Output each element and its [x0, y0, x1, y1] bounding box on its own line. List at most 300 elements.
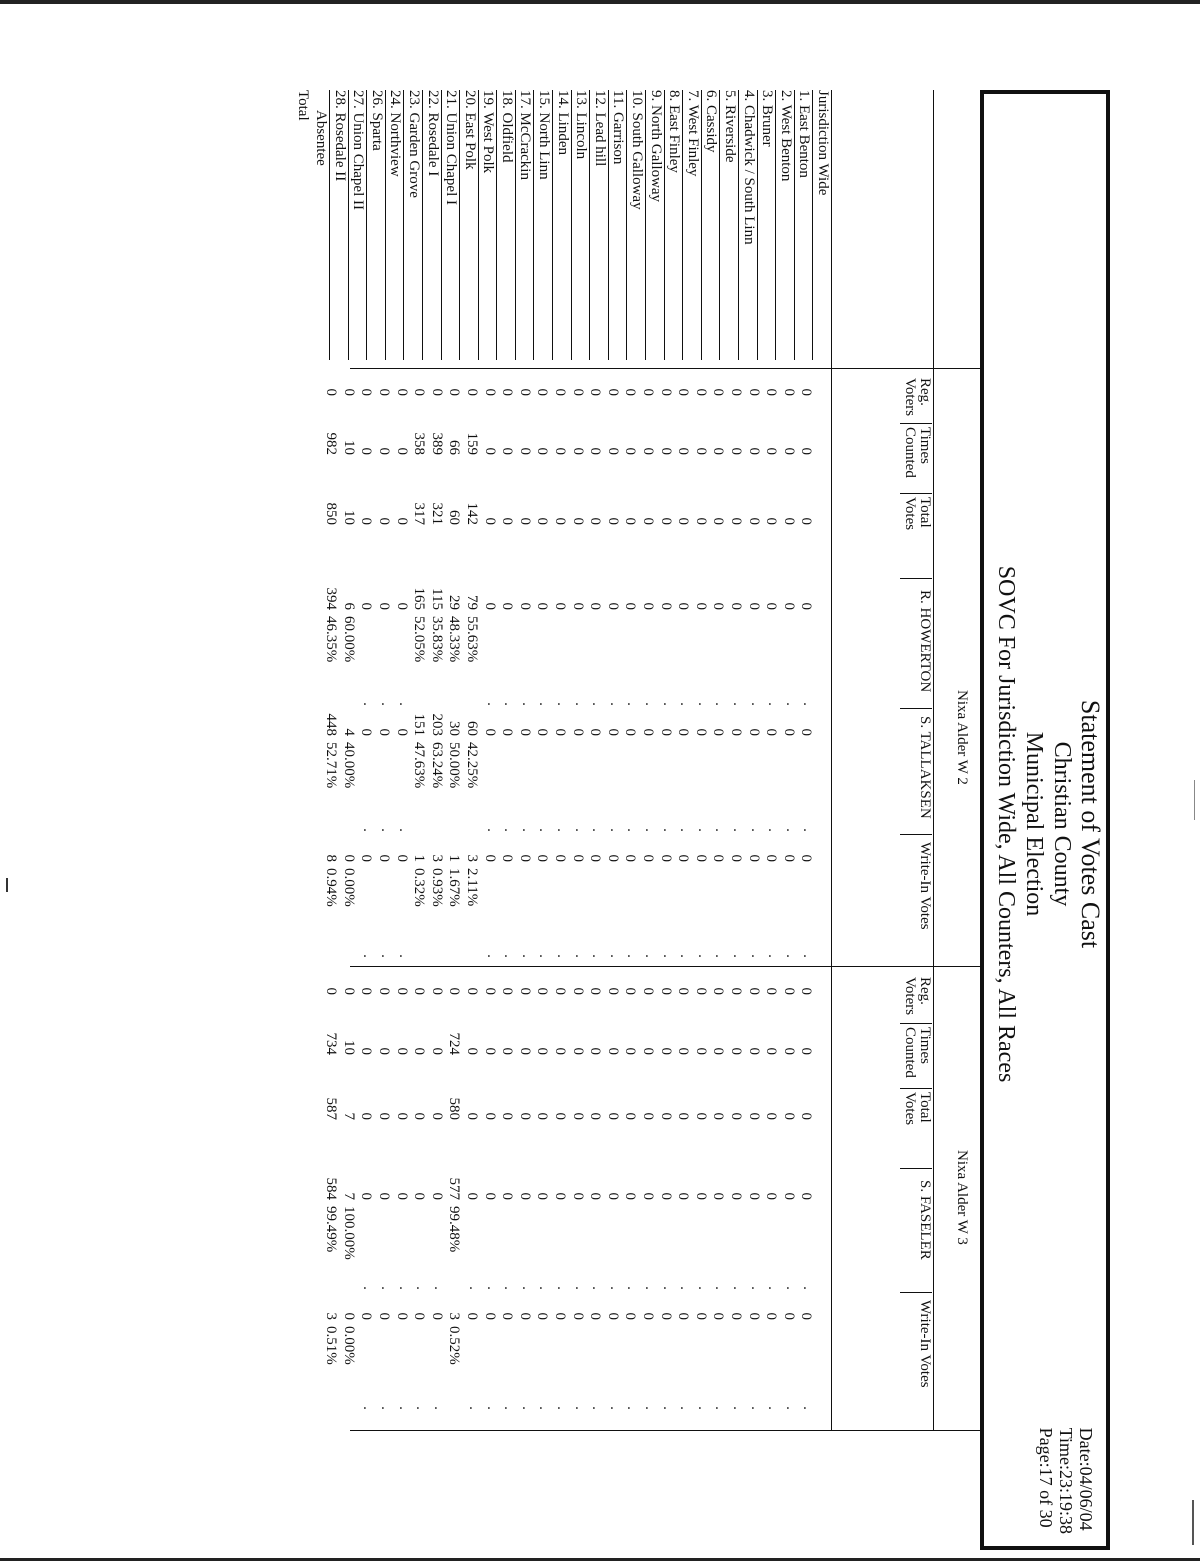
- total-votes-header: Total Votes: [902, 497, 933, 531]
- candidate-votes: 0: [640, 728, 656, 736]
- percent-placeholder-dot: .: [413, 1286, 430, 1290]
- percent-placeholder-dot: .: [694, 1406, 711, 1410]
- percent-placeholder-dot: .: [589, 954, 606, 958]
- percent-placeholder-dot: .: [800, 828, 817, 832]
- county-name: Christian County: [1049, 741, 1075, 907]
- candidate-votes: 0: [798, 1192, 815, 1200]
- candidate-votes: 29: [446, 595, 463, 610]
- reg-voters-value: 0: [358, 987, 375, 995]
- candidate-votes: 0: [499, 1192, 516, 1200]
- column-separator: [900, 708, 932, 709]
- percent-placeholder-dot: .: [782, 828, 799, 832]
- percent-placeholder-dot: .: [747, 954, 764, 958]
- reg-voters-value: 0: [340, 987, 357, 995]
- times-counted-value: 0: [569, 1047, 586, 1055]
- jurisdiction-name: Absentee: [312, 110, 329, 166]
- jurisdiction-name: 17. McCrackin: [515, 90, 534, 360]
- jurisdiction-name: 1. East Benton: [794, 90, 813, 360]
- candidate-votes: 0: [710, 1312, 727, 1320]
- total-votes-value: 0: [587, 517, 604, 525]
- candidate-votes: 0: [745, 1312, 762, 1320]
- reg-voters-value: 0: [622, 388, 639, 396]
- column-separator: [900, 423, 932, 424]
- percent-placeholder-dot: .: [466, 1286, 482, 1290]
- percent-placeholder-dot: .: [765, 828, 782, 832]
- jurisdiction-name: 22. Rosedale I: [422, 90, 441, 360]
- candidate-votes: 0: [340, 854, 357, 862]
- candidate-percent: 0.00%: [340, 1326, 357, 1365]
- percent-placeholder-dot: .: [536, 828, 553, 832]
- report-meta: [1036, 1428, 1096, 1534]
- report-time: Time:23:19:38: [1056, 1427, 1076, 1534]
- candidate-votes: 0: [534, 1192, 551, 1200]
- reg-voters-value: 0: [464, 388, 480, 396]
- candidate-votes: 0: [481, 602, 498, 610]
- candidate-percent: 0.32%: [411, 868, 428, 907]
- percent-placeholder-dot: .: [483, 954, 500, 958]
- candidate-percent: 42.25%: [464, 742, 480, 789]
- percent-placeholder-dot: .: [554, 828, 570, 832]
- candidate-votes: 0: [376, 1312, 392, 1320]
- reg-voters-value: 0: [798, 388, 815, 396]
- times-counted-value: 0: [622, 447, 639, 455]
- percent-placeholder-dot: .: [800, 702, 817, 706]
- candidate-votes: 0: [569, 1192, 586, 1200]
- candidate-votes: 0: [763, 1312, 780, 1320]
- candidate-votes: 0: [552, 1192, 568, 1200]
- candidate-votes: 0: [780, 1192, 797, 1200]
- times-counted-value: 358: [411, 432, 428, 455]
- percent-placeholder-dot: .: [536, 1406, 553, 1410]
- percent-placeholder-dot: .: [518, 1286, 535, 1290]
- candidate-votes: 0: [393, 602, 410, 610]
- candidate-votes: 0: [534, 1312, 551, 1320]
- percent-placeholder-dot: .: [782, 702, 799, 706]
- percent-placeholder-dot: .: [501, 828, 518, 832]
- candidate-header: S. TALLAKSEN: [917, 716, 933, 819]
- times-counted-value: 0: [692, 447, 709, 455]
- candidate-votes: 0: [534, 728, 551, 736]
- candidate-votes: 577: [446, 1177, 463, 1200]
- times-counted-value: 0: [376, 447, 392, 455]
- total-votes-value: 0: [358, 1112, 375, 1120]
- candidate-votes: 0: [798, 602, 815, 610]
- total-votes-value: 0: [534, 1112, 551, 1120]
- percent-placeholder-dot: .: [395, 828, 412, 832]
- candidate-votes: 0: [499, 728, 516, 736]
- candidate-votes: 0: [552, 728, 568, 736]
- percent-placeholder-dot: .: [800, 1286, 817, 1290]
- percent-placeholder-dot: .: [501, 1406, 518, 1410]
- candidate-votes: 0: [428, 1192, 445, 1200]
- candidate-votes: 0: [657, 1192, 674, 1200]
- times-counted-value: 0: [657, 447, 674, 455]
- reg-voters-value: 0: [376, 987, 392, 995]
- candidate-votes: 0: [481, 728, 498, 736]
- report-header-box: [980, 90, 1110, 1550]
- percent-placeholder-dot: .: [782, 1406, 799, 1410]
- candidate-votes: 0: [464, 1192, 480, 1200]
- percent-placeholder-dot: .: [378, 1406, 394, 1410]
- candidate-votes: 0: [675, 602, 692, 610]
- jurisdiction-name: 2. West Benton: [775, 90, 794, 360]
- candidate-votes: 0: [692, 728, 709, 736]
- reg-voters-value: 0: [587, 388, 604, 396]
- percent-placeholder-dot: .: [518, 828, 535, 832]
- candidate-votes: 0: [675, 1312, 692, 1320]
- times-counted-value: 0: [622, 1047, 639, 1055]
- percent-placeholder-dot: .: [606, 702, 623, 706]
- table-rule: [831, 90, 832, 1430]
- candidate-votes: 0: [569, 1312, 586, 1320]
- reg-voters-value: 0: [728, 987, 744, 995]
- total-votes-value: 0: [499, 517, 516, 525]
- candidate-votes: 0: [604, 854, 621, 862]
- percent-placeholder-dot: .: [747, 1406, 764, 1410]
- candidate-votes: 0: [393, 1192, 410, 1200]
- total-votes-value: 0: [622, 1112, 639, 1120]
- candidate-header: R. HOWERTON: [917, 590, 933, 693]
- candidate-votes: 0: [358, 728, 375, 736]
- percent-placeholder-dot: .: [483, 702, 500, 706]
- total-votes-value: 0: [481, 517, 498, 525]
- race-title: Nixa Alder W 3: [954, 1150, 970, 1245]
- percent-placeholder-dot: .: [642, 1406, 658, 1410]
- percent-placeholder-dot: .: [712, 1406, 729, 1410]
- reg-voters-value: 0: [534, 388, 551, 396]
- reg-voters-value: 0: [763, 987, 780, 995]
- percent-placeholder-dot: .: [747, 828, 764, 832]
- candidate-votes: 0: [780, 602, 797, 610]
- percent-placeholder-dot: .: [712, 702, 729, 706]
- total-votes-value: 0: [569, 517, 586, 525]
- total-votes-value: 0: [552, 1112, 568, 1120]
- percent-placeholder-dot: .: [589, 1286, 606, 1290]
- times-counted-value: 0: [569, 447, 586, 455]
- percent-placeholder-dot: .: [659, 954, 676, 958]
- candidate-votes: 0: [604, 1312, 621, 1320]
- jurisdiction-name: 5. Riverside: [719, 90, 738, 360]
- times-counted-value: 0: [745, 447, 762, 455]
- candidate-votes: 0: [657, 854, 674, 862]
- candidate-percent: 99.48%: [446, 1206, 463, 1253]
- percent-placeholder-dot: .: [765, 1406, 782, 1410]
- candidate-votes: 203: [428, 713, 445, 736]
- times-counted-value: 0: [587, 447, 604, 455]
- percent-placeholder-dot: .: [483, 1406, 500, 1410]
- candidate-votes: 0: [376, 602, 392, 610]
- times-counted-value: 0: [710, 447, 727, 455]
- candidate-votes: 0: [587, 602, 604, 610]
- reg-voters-value: 0: [604, 388, 621, 396]
- jurisdiction-name: 4. Chadwick / South Linn: [738, 90, 757, 360]
- percent-placeholder-dot: .: [536, 702, 553, 706]
- candidate-votes: 0: [622, 854, 639, 862]
- times-counted-value: 0: [516, 447, 533, 455]
- reg-voters-value: 0: [393, 987, 410, 995]
- percent-placeholder-dot: .: [536, 954, 553, 958]
- total-votes-header: Total Votes: [902, 1092, 933, 1126]
- candidate-votes: 0: [358, 1312, 375, 1320]
- total-votes-value: 0: [798, 517, 815, 525]
- candidate-votes: 0: [552, 1312, 568, 1320]
- reg-voters-value: 0: [393, 388, 410, 396]
- candidate-votes: 0: [587, 1312, 604, 1320]
- reg-voters-header: Reg. Voters: [902, 378, 933, 417]
- percent-placeholder-dot: .: [730, 828, 746, 832]
- candidate-percent: 35.83%: [428, 616, 445, 663]
- candidate-votes: 0: [393, 854, 410, 862]
- times-counted-value: 0: [481, 447, 498, 455]
- reg-voters-value: 0: [745, 388, 762, 396]
- times-counted-value: 0: [411, 1047, 428, 1055]
- reg-voters-value: 0: [569, 987, 586, 995]
- candidate-percent: 1.67%: [446, 868, 463, 907]
- candidate-votes: 0: [552, 854, 568, 862]
- jurisdiction-name: 3. Bruner: [757, 90, 776, 360]
- jurisdiction-name: 9. North Galloway: [645, 90, 664, 360]
- times-counted-value: 0: [552, 447, 568, 455]
- report-subtitle: SOVC For Jurisdiction Wide, All Counters, All Races: [993, 565, 1019, 1083]
- candidate-percent: 52.71%: [323, 742, 340, 789]
- candidate-votes: 584: [323, 1177, 340, 1200]
- candidate-votes: 3: [428, 854, 445, 862]
- percent-placeholder-dot: .: [606, 954, 623, 958]
- reg-voters-value: 0: [516, 987, 533, 995]
- candidate-votes: 0: [675, 1192, 692, 1200]
- times-counted-value: 0: [587, 1047, 604, 1055]
- percent-placeholder-dot: .: [606, 828, 623, 832]
- percent-placeholder-dot: .: [589, 828, 606, 832]
- jurisdiction-list: [294, 90, 832, 360]
- percent-placeholder-dot: .: [395, 1406, 412, 1410]
- candidate-percent: 40.00%: [340, 742, 357, 789]
- candidate-votes: 0: [745, 728, 762, 736]
- reg-voters-value: 0: [763, 388, 780, 396]
- times-counted-value: 0: [499, 447, 516, 455]
- candidate-votes: 0: [640, 854, 656, 862]
- candidate-votes: 0: [763, 728, 780, 736]
- percent-placeholder-dot: .: [765, 702, 782, 706]
- times-counted-value: 10: [340, 440, 357, 455]
- percent-placeholder-dot: .: [554, 954, 570, 958]
- candidate-votes: 7: [340, 1192, 357, 1200]
- times-counted-value: 10: [340, 1040, 357, 1055]
- times-counted-value: 0: [481, 1047, 498, 1055]
- total-votes-value: 580: [446, 1097, 463, 1120]
- candidate-votes: 0: [376, 728, 392, 736]
- percent-placeholder-dot: .: [413, 1406, 430, 1410]
- report-date: Date:04/06/04: [1076, 1427, 1096, 1531]
- percent-placeholder-dot: .: [501, 702, 518, 706]
- reg-voters-value: 0: [622, 987, 639, 995]
- percent-placeholder-dot: .: [659, 702, 676, 706]
- election-name: Municipal Election: [1021, 731, 1047, 917]
- candidate-percent: 63.24%: [428, 742, 445, 789]
- total-votes-value: 0: [710, 1112, 727, 1120]
- candidate-votes: 151: [411, 713, 428, 736]
- candidate-percent: 52.05%: [411, 616, 428, 663]
- table-end-line: [350, 1430, 980, 1431]
- reg-voters-value: 0: [376, 388, 392, 396]
- candidate-votes: 0: [604, 1192, 621, 1200]
- reg-voters-value: 0: [552, 388, 568, 396]
- candidate-votes: 0: [534, 854, 551, 862]
- candidate-votes: 0: [358, 602, 375, 610]
- total-votes-value: 0: [692, 517, 709, 525]
- candidate-votes: 115: [428, 588, 445, 610]
- candidate-votes: 0: [780, 854, 797, 862]
- percent-placeholder-dot: .: [747, 1286, 764, 1290]
- percent-placeholder-dot: .: [466, 1406, 482, 1410]
- jurisdiction-name: 13. Lincoln: [571, 90, 590, 360]
- percent-placeholder-dot: .: [694, 828, 711, 832]
- report-page-number: Page:17 of 30: [1036, 1427, 1056, 1528]
- candidate-votes: 0: [569, 854, 586, 862]
- reg-voters-value: 0: [323, 388, 340, 396]
- scan-edge-top: [0, 0, 1200, 4]
- reg-voters-value: 0: [657, 388, 674, 396]
- candidate-votes: 0: [393, 728, 410, 736]
- total-votes-value: 0: [745, 517, 762, 525]
- candidate-votes: 0: [587, 1192, 604, 1200]
- total-votes-value: 0: [376, 1112, 392, 1120]
- reg-voters-value: 0: [657, 987, 674, 995]
- times-counted-value: 0: [499, 1047, 516, 1055]
- percent-placeholder-dot: .: [677, 1406, 694, 1410]
- jurisdiction-name: 24. Northview: [385, 90, 404, 360]
- candidate-votes: 3: [323, 1312, 340, 1320]
- percent-placeholder-dot: .: [395, 702, 412, 706]
- reg-voters-value: 0: [604, 987, 621, 995]
- candidate-votes: 0: [710, 602, 727, 610]
- total-votes-value: 0: [411, 1112, 428, 1120]
- times-counted-value: 0: [534, 1047, 551, 1055]
- percent-placeholder-dot: .: [642, 828, 658, 832]
- total-votes-value: 0: [675, 517, 692, 525]
- jurisdiction-name: 10. South Galloway: [626, 90, 645, 360]
- percent-placeholder-dot: .: [677, 702, 694, 706]
- candidate-percent: 0.52%: [446, 1326, 463, 1365]
- reg-voters-value: 0: [569, 388, 586, 396]
- percent-placeholder-dot: .: [360, 1406, 377, 1410]
- times-counted-value: 982: [323, 432, 340, 455]
- candidate-votes: 79: [464, 595, 480, 610]
- times-counted-value: 0: [780, 447, 797, 455]
- total-votes-value: 0: [763, 517, 780, 525]
- reg-voters-value: 0: [428, 987, 445, 995]
- percent-placeholder-dot: .: [378, 1286, 394, 1290]
- percent-placeholder-dot: .: [378, 828, 394, 832]
- candidate-percent: 0.94%: [323, 868, 340, 907]
- total-votes-value: 0: [604, 1112, 621, 1120]
- jurisdiction-name: 6. Cassidy: [701, 90, 720, 360]
- candidate-votes: 0: [604, 602, 621, 610]
- percent-placeholder-dot: .: [360, 702, 377, 706]
- column-separator: [900, 493, 932, 494]
- total-votes-value: 0: [481, 1112, 498, 1120]
- candidate-votes: 1: [411, 854, 428, 862]
- times-counted-value: 724: [446, 1032, 463, 1055]
- candidate-votes: 0: [622, 1312, 639, 1320]
- times-counted-value: 0: [464, 1047, 480, 1055]
- candidate-percent: 60.00%: [340, 616, 357, 663]
- candidate-votes: 0: [428, 1312, 445, 1320]
- total-votes-value: 0: [763, 1112, 780, 1120]
- percent-placeholder-dot: .: [624, 1286, 641, 1290]
- percent-placeholder-dot: .: [659, 828, 676, 832]
- percent-placeholder-dot: .: [554, 1406, 570, 1410]
- total-votes-value: 0: [534, 517, 551, 525]
- percent-placeholder-dot: .: [360, 828, 377, 832]
- candidate-votes: 0: [622, 728, 639, 736]
- candidate-votes: 0: [376, 854, 392, 862]
- percent-placeholder-dot: .: [624, 1406, 641, 1410]
- candidate-votes: 0: [499, 1312, 516, 1320]
- percent-placeholder-dot: .: [378, 954, 394, 958]
- scan-artifact: [1192, 1500, 1194, 1545]
- times-counted-value: 0: [728, 1047, 744, 1055]
- candidate-votes: 448: [323, 713, 340, 736]
- percent-placeholder-dot: .: [571, 1286, 588, 1290]
- times-counted-value: 0: [745, 1047, 762, 1055]
- percent-placeholder-dot: .: [712, 954, 729, 958]
- reg-voters-value: 0: [481, 987, 498, 995]
- percent-placeholder-dot: .: [395, 1286, 412, 1290]
- percent-placeholder-dot: .: [501, 954, 518, 958]
- candidate-votes: 30: [446, 721, 463, 736]
- jurisdiction-name: 15. North Linn: [534, 90, 553, 360]
- total-votes-value: 0: [552, 517, 568, 525]
- times-counted-value: 0: [692, 1047, 709, 1055]
- total-votes-value: 0: [728, 1112, 744, 1120]
- candidate-votes: 0: [411, 1312, 428, 1320]
- candidate-votes: 0: [763, 602, 780, 610]
- reg-voters-value: 0: [675, 987, 692, 995]
- candidate-votes: 0: [569, 728, 586, 736]
- percent-placeholder-dot: .: [642, 954, 658, 958]
- total-votes-value: 0: [393, 517, 410, 525]
- reg-voters-value: 0: [446, 987, 463, 995]
- jurisdiction-name: 8. East Finley: [664, 90, 683, 360]
- jurisdiction-name: 27. Union Chapel II: [348, 90, 367, 360]
- candidate-votes: 0: [499, 602, 516, 610]
- reg-voters-value: 0: [516, 388, 533, 396]
- total-votes-value: 0: [587, 1112, 604, 1120]
- reg-voters-value: 0: [411, 987, 428, 995]
- times-counted-value: 0: [728, 447, 744, 455]
- times-counted-value: 0: [516, 1047, 533, 1055]
- candidate-votes: 0: [728, 854, 744, 862]
- candidate-votes: 0: [340, 1312, 357, 1320]
- percent-placeholder-dot: .: [677, 1286, 694, 1290]
- percent-placeholder-dot: .: [571, 702, 588, 706]
- candidate-votes: 1: [446, 854, 463, 862]
- percent-placeholder-dot: .: [518, 702, 535, 706]
- candidate-votes: 0: [692, 1312, 709, 1320]
- candidate-votes: 3: [446, 1312, 463, 1320]
- times-counted-header: Times Counted: [902, 427, 933, 478]
- candidate-percent: 55.63%: [464, 616, 480, 663]
- percent-placeholder-dot: .: [694, 702, 711, 706]
- times-counted-value: 0: [763, 447, 780, 455]
- candidate-percent: 0.00%: [340, 868, 357, 907]
- total-votes-value: 0: [516, 517, 533, 525]
- total-votes-value: 0: [499, 1112, 516, 1120]
- candidate-votes: 0: [640, 1312, 656, 1320]
- percent-placeholder-dot: .: [518, 1406, 535, 1410]
- candidate-votes: 0: [692, 602, 709, 610]
